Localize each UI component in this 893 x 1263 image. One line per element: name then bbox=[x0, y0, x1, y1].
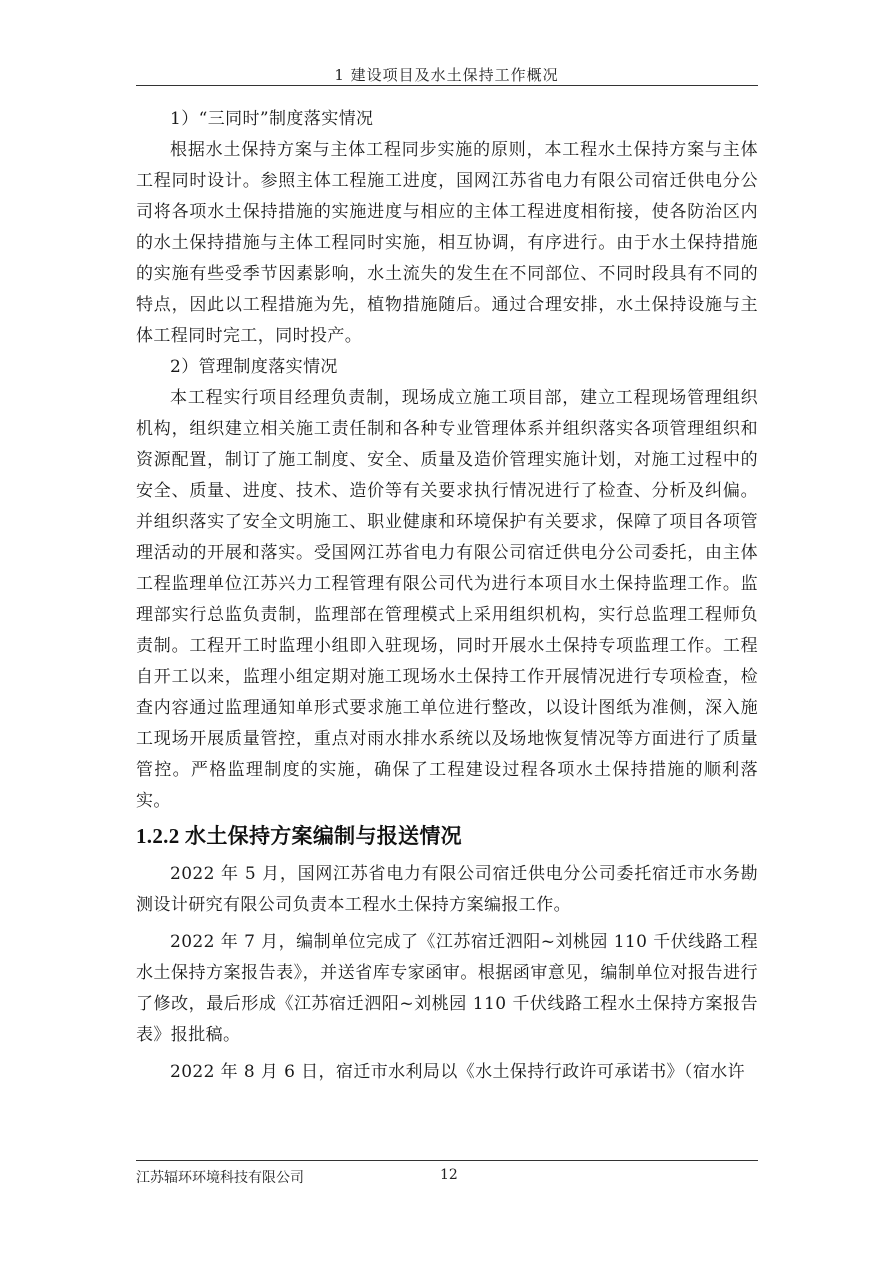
subheading-three-simultaneous: 1）“三同时”制度落实情况 bbox=[170, 109, 374, 129]
header-divider bbox=[136, 85, 758, 86]
paragraph-three-simultaneous: 根据水土保持方案与主体工程同步实施的原则，本工程水土保持方案与主体工程同时设计。参照主体工程施工进度，国网江苏省电力有限公司宿迁供电分公司将各项水土保持措施的实施进度与相应的主体工程进度相衔接，使各防治区内的水土保持措施与主体工程同时实施，相互协调，有序进行。由于水土保持措施的实施有些受季节因素影响，水土流失的发生在不同部位、不同时段具有不同的特点，因此以工程措施为先，植物措施随后。通过合理安排，水土保持设施与主体工程同时完工，同时投产。 bbox=[136, 140, 758, 346]
paragraph-august-2022: 2022 年 8 月 6 日，宿迁市水利局以《水土保持行政许可承诺书》（宿水许 bbox=[170, 1062, 746, 1082]
paragraph-july-2022: 2022 年 7 月，编制单位完成了《江苏宿迁泗阳~刘桃园 110 千伏线路工程水土保持方案报告表》，并送省库专家函审。根据函审意见，编制单位对报告进行了修改，最后形成《江苏宿迁泗阳~刘桃园 110 千伏线路工程水土保持方案报告表》报批稿。 bbox=[136, 932, 758, 1045]
running-header: 1 建设项目及水土保持工作概况 bbox=[334, 66, 559, 84]
paragraph-management-system: 本工程实行项目经理负责制，现场成立施工项目部，建立工程现场管理组织机构，组织建立相关施工责任制和各种专业管理体系并组织落实各项管理组织和资源配置，制订了施工制度、安全、质量及造价管理实施计划，对施工过程中的安全、质量、进度、技术、造价等有关要求执行情况进行了检查、分析及纠偏。并组织落实了安全文明施工、职业健康和环境保护有关要求，保障了项目各项管理活动的开展和落实。受国网江苏省电力有限公司宿迁供电分公司委托，由主体工程监理单位江苏兴力工程管理有限公司代为进行本项目水土保持监理工作。监理部实行总监负责制，监理部在管理模式上采用组织机构，实行总监理工程师负责制。工程开工时监理小组即入驻现场，同时开展水土保持专项监理工作。工程自开工以来，监理小组定期对施工现场水土保持工作开展情况进行专项检查，检查内容通过监理通知单形式要求施工单位进行整改，以设计图纸为准侧，深入施工现场开展质量管控，重点对雨水排水系统以及场地恢复情况等方面进行了质量管控。严格监理制度的实施，确保了工程建设过程各项水土保持措施的顺利落实。 bbox=[136, 388, 758, 811]
page-number: 12 bbox=[440, 1167, 458, 1183]
paragraph-may-2022: 2022 年 5 月，国网江苏省电力有限公司宿迁供电分公司委托宿迁市水务勘测设计研究有限公司负责本工程水土保持方案编报工作。 bbox=[136, 864, 758, 915]
footer-company-name: 江苏辐环环境科技有限公司 bbox=[136, 1170, 304, 1186]
document-body bbox=[136, 104, 758, 1088]
section-heading-1-2-2: 1.2.2 水土保持方案编制与报送情况 bbox=[136, 824, 462, 848]
subheading-management-system: 2）管理制度落实情况 bbox=[170, 357, 338, 377]
footer-divider bbox=[136, 1160, 758, 1161]
